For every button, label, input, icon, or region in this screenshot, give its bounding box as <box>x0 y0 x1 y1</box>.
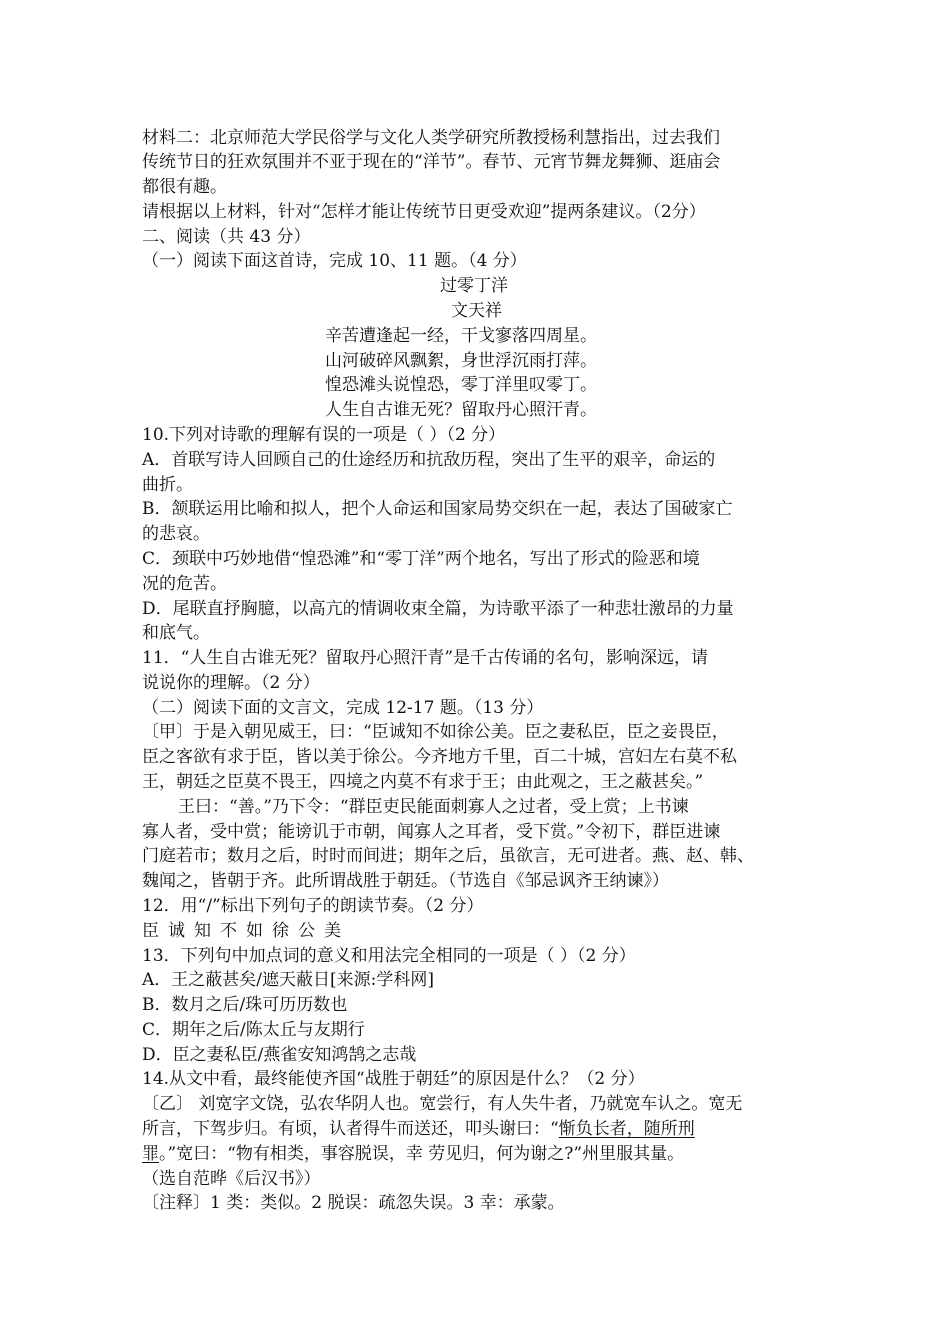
underlined-phrase: 罪 <box>142 1144 159 1164</box>
passage-yi-text: 。”宽曰：“物有相类，事容脱误，幸 劳见归，何为谢之?”州里服其量。 <box>159 1144 685 1164</box>
q10-option-d-cont: 和底气。 <box>142 623 210 643</box>
poem-author: 文天祥 <box>451 301 502 321</box>
poem-line: 山河破碎风飘絮，身世浮沉雨打萍。 <box>325 351 597 371</box>
annotation-notes: 〔注释〕1 类：类似。2 脱误：疏忽失误。3 幸：承蒙。 <box>142 1193 565 1213</box>
q10-option-b: B．颔联运用比喻和拟人，把个人命运和国家局势交织在一起，表达了国破家亡 <box>142 499 733 519</box>
q13-option-b: B．数月之后/珠可历历数也 <box>142 995 348 1015</box>
q10-option-c: C．颈联中巧妙地借“惶恐滩”和“零丁洋”两个地名，写出了形式的险恶和境 <box>142 549 700 569</box>
question-9-prompt: 请根据以上材料，针对“怎样才能让传统节日更受欢迎”提两条建议。（2分） <box>142 202 706 222</box>
passage-jia-line: 寡人者，受中赏；能谤讥于市朝，闻寡人之耳者，受下赏。”令初下，群臣进谏 <box>142 822 721 842</box>
q10-option-a: A．首联写诗人回顾自己的仕途经历和抗敌历程，突出了生平的艰辛，命运的 <box>142 450 716 470</box>
passage-jia-line: 〔甲〕于是入朝见威王，曰：“臣诚知不如徐公美。臣之妻私臣，臣之妾畏臣， <box>142 722 729 742</box>
question-13-stem: 13．下列句中加点词的意义和用法完全相同的一项是（ ）（2 分） <box>142 946 636 966</box>
part-1-heading: （一）阅读下面这首诗，完成 10、11 题。（4 分） <box>142 251 527 271</box>
question-11-line1: 11．“人生自古谁无死？留取丹心照汗青”是千古传诵的名句，影响深远，请 <box>142 648 709 668</box>
q13-option-a: A．王之蔽甚矣/遮天蔽日[来源:学科网] <box>142 970 434 990</box>
poem-line: 人生自古谁无死？留取丹心照汗青。 <box>325 400 597 420</box>
poem-line: 惶恐滩头说惶恐，零丁洋里叹零丁。 <box>325 375 597 395</box>
section-2-title: 二、阅读（共 43 分） <box>142 227 311 247</box>
passage-jia-line: 魏闻之，皆朝于齐。此所谓战胜于朝廷。（节选自《邹忌讽齐王纳谏》） <box>142 871 669 891</box>
part-2-heading: （二）阅读下面的文言文，完成 12-17 题。（13 分） <box>142 698 544 718</box>
passage-jia-line: 臣之客欲有求于臣，皆以美于徐公。今齐地方千里，百二十城，宫妇左右莫不私 <box>142 747 737 767</box>
passage-jia-line: 王曰：“善。”乃下令：“群臣吏民能面刺寡人之过者，受上赏；上书谏 <box>178 797 689 817</box>
material2-line2: 传统节日的狂欢氛围并不亚于现在的“洋节”。春节、元宵节舞龙舞狮、逛庙会 <box>142 152 721 172</box>
q10-option-b-cont: 的悲哀。 <box>142 524 210 544</box>
passage-jia-line: 王，朝廷之臣莫不畏王，四境之内莫不有求于王；由此观之，王之蔽甚矣。” <box>142 772 704 792</box>
poem-title: 过零丁洋 <box>440 276 508 296</box>
passage-yi-source: （选自范晔《后汉书》） <box>142 1169 321 1189</box>
poem-line: 辛苦遭逢起一经，干戈寥落四周星。 <box>325 326 597 346</box>
question-11-line2: 说说你的理解。（2 分） <box>142 673 320 693</box>
material2-line1: 材料二：北京师范大学民俗学与文化人类学研究所教授杨利慧指出，过去我们 <box>142 128 720 148</box>
passage-yi-text: 所言，下驾步归。有顷，认者得牛而送还，叩头谢曰：“ <box>142 1119 559 1139</box>
q10-option-d: D．尾联直抒胸臆，以高亢的情调收束全篇，为诗歌平添了一种悲壮激昂的力量 <box>142 599 734 619</box>
material2-line3: 都很有趣。 <box>142 177 227 197</box>
question-10-stem: 10.下列对诗歌的理解有误的一项是（ ）（2 分） <box>142 425 506 445</box>
question-12-sentence: 臣诚知不如徐公美 <box>142 921 350 941</box>
underlined-phrase: 惭负长者，随所刑 <box>558 1119 695 1139</box>
passage-yi-line: 〔乙〕 刘宽字文饶，弘农华阴人也。宽尝行，有人失牛者，乃就宽车认之。宽无 <box>142 1094 743 1114</box>
passage-yi-line <box>142 1142 684 1166</box>
q13-option-c: C．期年之后/陈太丘与友期行 <box>142 1020 365 1040</box>
q13-option-d: D．臣之妻私臣/燕雀安知鸿鹄之志哉 <box>142 1045 417 1065</box>
question-12-stem: 12．用“/”标出下列句子的朗读节奏。（2 分） <box>142 896 484 916</box>
q10-option-c-cont: 况的危苦。 <box>142 574 227 594</box>
passage-yi-line <box>142 1117 695 1141</box>
question-14-stem: 14.从文中看，最终能使齐国“战胜于朝廷”的原因是什么？（2 分） <box>142 1069 645 1089</box>
q10-option-a-cont: 曲折。 <box>142 475 193 495</box>
passage-jia-line: 门庭若市；数月之后，时时而间进；期年之后，虽欲言，无可进者。燕、赵、韩、 <box>142 846 754 866</box>
